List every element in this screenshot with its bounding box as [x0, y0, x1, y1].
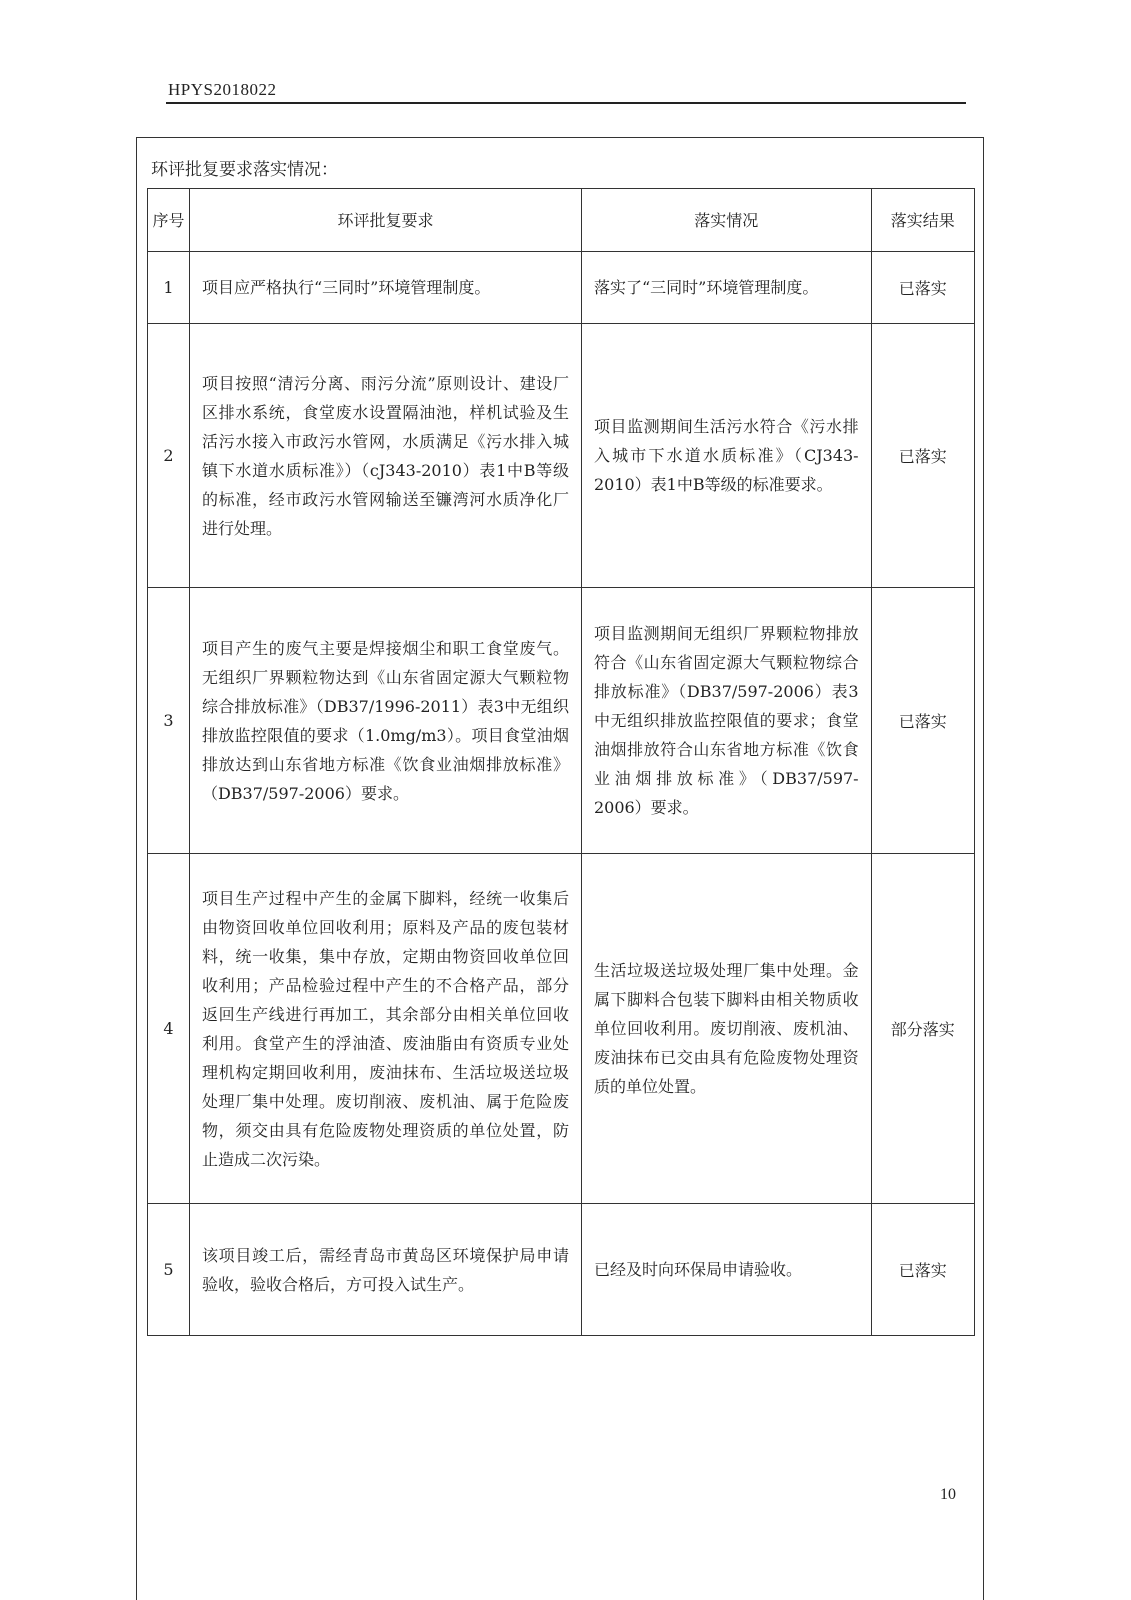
row-requirement: 项目按照“清污分离、雨污分流”原则设计、建设厂区排水系统，食堂废水设置隔油池，样机试验及生活污水接入市政污水管网，水质满足《污水排入城镇下水道水质标准》）（cJ343-2010）表1中B等级的标准，经市政污水管网输送至镰湾河水质净化厂进行处理。 [189, 324, 581, 588]
row-implementation: 落实了“三同时”环境管理制度。 [581, 252, 871, 324]
header-implementation: 落实情况 [581, 189, 871, 252]
row-requirement: 项目生产过程中产生的金属下脚料，经统一收集后由物资回收单位回收利用；原料及产品的废包装材料，统一收集，集中存放，定期由物资回收单位回收利用；产品检验过程中产生的不合格产品，部分返回生产线进行再加工，其余部分由相关单位回收利用。食堂产生的浮油渣、废油脂由有资质专业处理机构定期回收利用，废油抹布、生活垃圾送垃圾处理厂集中处理。废切削液、废机油、属于危险废物，须交由具有危险废物处理资质的单位处置，防止造成二次污染。 [189, 854, 581, 1204]
row-requirement: 项目产生的废气主要是焊接烟尘和职工食堂废气。无组织厂界颗粒物达到《山东省固定源大气颗粒物综合排放标准》（DB37/1996-2011）表3中无组织排放监控限值的要求（1.0mg/m3）。项目食堂油烟排放达到山东省地方标准《饮食业油烟排放标准》（DB37/597-2006）要求。 [189, 588, 581, 854]
table-row [148, 1204, 975, 1336]
row-result: 已落实 [871, 252, 974, 324]
header-result: 落实结果 [871, 189, 974, 252]
row-implementation: 生活垃圾送垃圾处理厂集中处理。金属下脚料合包装下脚料由相关物质收单位回收利用。废切削液、废机油、废油抹布已交由具有危险废物处理资质的单位处置。 [581, 854, 871, 1204]
document-code: HPYS2018022 [168, 80, 277, 99]
row-no: 4 [148, 854, 190, 1204]
row-implementation: 已经及时向环保局申请验收。 [581, 1204, 871, 1336]
header-rule [166, 102, 966, 104]
row-no: 1 [148, 252, 190, 324]
row-result: 部分落实 [871, 854, 974, 1204]
table-header-row [148, 189, 975, 252]
requirements-table [147, 188, 975, 1336]
row-result: 已落实 [871, 324, 974, 588]
section-title: 环评批复要求落实情况： [151, 160, 338, 180]
row-result: 已落实 [871, 588, 974, 854]
header-requirement: 环评批复要求 [189, 189, 581, 252]
row-implementation: 项目监测期间无组织厂界颗粒物排放符合《山东省固定源大气颗粒物综合排放标准》（DB37/597-2006）表3中无组织排放监控限值的要求；食堂油烟排放符合山东省地方标准《饮食业油烟排放标准》（DB37/597-2006）要求。 [581, 588, 871, 854]
table-row [148, 588, 975, 854]
table-row [148, 854, 975, 1204]
row-no: 3 [148, 588, 190, 854]
row-implementation: 项目监测期间生活污水符合《污水排入城市下水道水质标准》（CJ343-2010）表1中B等级的标准要求。 [581, 324, 871, 588]
table-row [148, 324, 975, 588]
row-requirement: 项目应严格执行“三同时”环境管理制度。 [189, 252, 581, 324]
header-no: 序号 [148, 189, 190, 252]
page-number: 10 [940, 1486, 956, 1503]
row-no: 5 [148, 1204, 190, 1336]
table-row [148, 252, 975, 324]
row-result: 已落实 [871, 1204, 974, 1336]
row-no: 2 [148, 324, 190, 588]
row-requirement: 该项目竣工后，需经青岛市黄岛区环境保护局申请验收，验收合格后，方可投入试生产。 [189, 1204, 581, 1336]
